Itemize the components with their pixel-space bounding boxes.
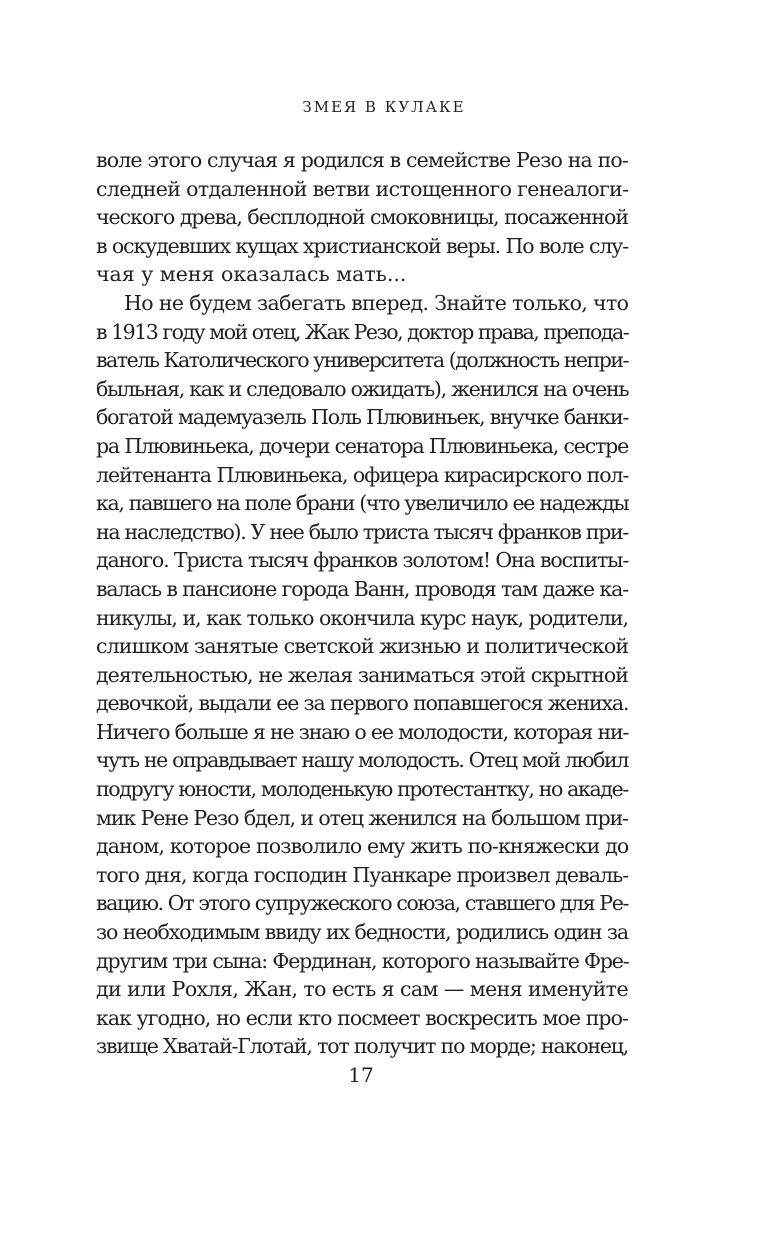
running-head: ЗМЕЯ В КУЛАКЕ — [302, 98, 466, 116]
text-line: чуть не оправдывает нашу молодость. Отец мой любил — [96, 748, 629, 773]
text-line: слишком занятые светской жизнью и политической — [96, 634, 629, 659]
text-line: как угодно, но если кто посмеет воскресить мое про- — [96, 1005, 628, 1030]
text-line: ческого древа, бесплодной смоковницы, посаженной — [96, 205, 628, 230]
text-line: в оскудевших кущах христианской веры. По воле слу- — [96, 233, 628, 258]
text-line: вацию. От этого супружеского союза, ставшего для Ре- — [96, 891, 628, 916]
text-line: того дня, когда господин Пуанкаре произвел деваль- — [96, 862, 629, 887]
text-line: воле этого случая я родился в семействе Резо на по- — [96, 148, 628, 172]
text-line: ди или Рохля, Жан, то есть я сам — меня именуйте — [96, 977, 628, 1002]
text-line: подругу юности, молоденькую протестантку, но акаде- — [96, 777, 628, 802]
text-line: даном, которое позволило ему жить по-княжески до — [96, 834, 629, 859]
text-line: на наследство). У нее было триста тысяч франков при- — [96, 519, 629, 544]
text-line: ка, павшего на поле брани (что увеличило ее надежды — [96, 491, 629, 516]
body-text — [96, 146, 628, 1061]
paragraph-start-line: Но не будем забегать вперед. Знайте только, что — [124, 290, 629, 315]
text-line: быльная, как и следовало ожидать), женился на очень — [96, 376, 629, 401]
text-line: ра Плювиньека, дочери сенатора Плювиньека, сестре — [96, 433, 628, 458]
page-number: 17 — [348, 1063, 374, 1087]
text-line: другим три сына: Фердинан, которого называйте Фре- — [96, 948, 629, 973]
text-line: девочкой, выдали ее за первого попавшегося жениха. — [96, 691, 629, 716]
text-line: звище Хватай-Глотай, тот получит по морде; наконец, — [96, 1034, 629, 1059]
text-line: деятельностью, не желая заниматься этой скрытной — [96, 662, 628, 687]
text-line: богатой мадемуазель Поль Плювиньек, внучке банки- — [96, 405, 629, 430]
text-line: ватель Католического университета (должность непри- — [96, 348, 628, 373]
text-line: валась в пансионе города Ванн, проводя там даже ка- — [96, 576, 628, 601]
text-line: мик Рене Резо бдел, и отец женился на большом при- — [96, 805, 628, 830]
text-line: следней отдаленной ветви истощенного генеалоги- — [96, 176, 629, 201]
text-line: зо необходимым ввиду их бедности, родились один за — [96, 920, 628, 945]
text-line: даного. Триста тысяч франков золотом! Она воспиты- — [96, 548, 629, 573]
text-line: лейтенанта Плювиньека, офицера кирасирского пол- — [96, 462, 629, 487]
text-line: чая у меня оказалась мать... — [96, 262, 407, 287]
text-line: в 1913 году мой отец, Жак Резо, доктор права, препода- — [96, 319, 629, 344]
text-line: Ничего больше я не знаю о ее молодости, которая ни- — [96, 719, 629, 744]
text-line: никулы, и, как только окончила курс наук, родители, — [96, 605, 628, 630]
